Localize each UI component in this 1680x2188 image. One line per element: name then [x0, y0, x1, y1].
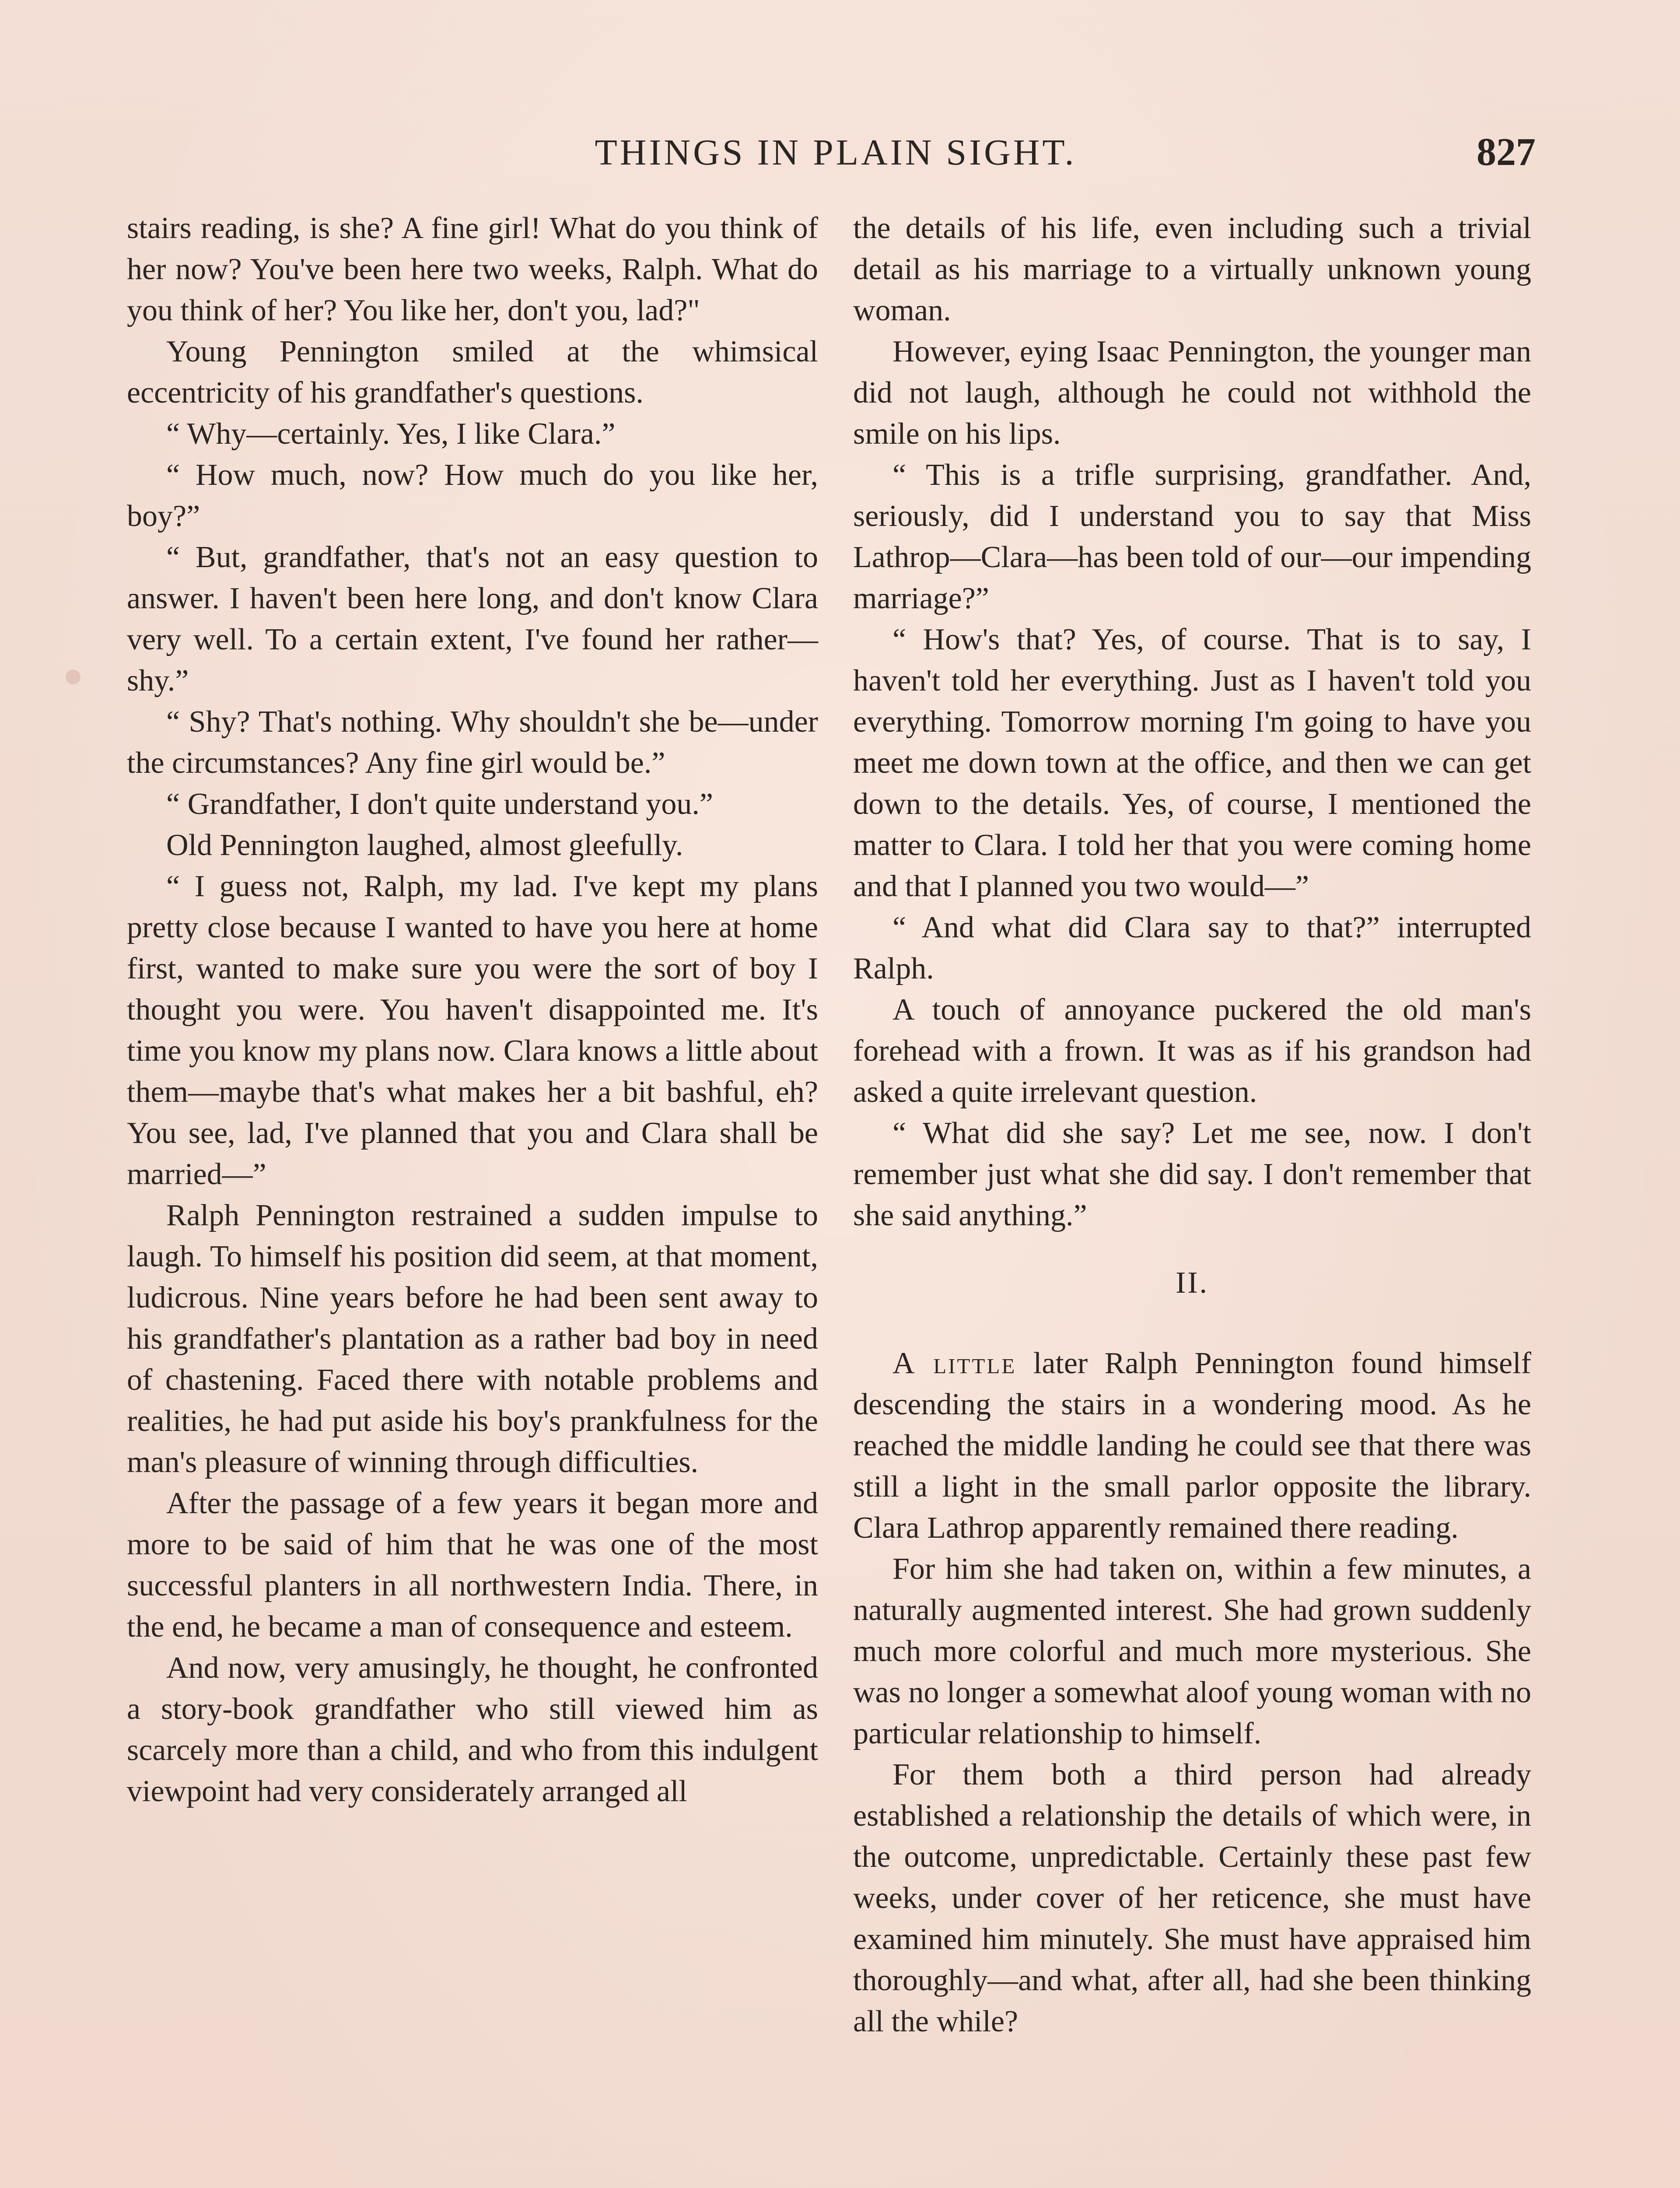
section-lead-text: later Ralph Pennington found himself descending the stairs in a wondering mood. As he reached the middle landing he could see that there was still a light in the small parlor opposite the library. Clara Lathrop apparently remained there reading.: [853, 1346, 1531, 1545]
right-column-top-paragraphs: [853, 208, 1531, 1236]
paragraph: Young Pennington smiled at the whimsical eccentricity of his grandfather's questions.: [127, 335, 818, 410]
paragraph: For him she had taken on, within a few minutes, a naturally augmented interest. She had grown suddenly much more colorful and much more mysterious. She was no longer a somewhat aloof young woman with no particular relationship to himself.: [853, 1552, 1531, 1750]
right-column: [853, 208, 1531, 2042]
paragraph: “ I guess not, Ralph, my lad. I've kept my plans pretty close because I wanted to have you here at home first, wanted to make sure you were the sort of boy I thought you were. You haven't disappointed me. It's time you know my plans now. Clara knows a little about them—maybe that's what makes her a bit bashful, eh? You see, lad, I've planned that you and Clara shall be married—”: [127, 870, 818, 1191]
paragraph: “ And what did Clara say to that?” interrupted Ralph.: [853, 911, 1531, 985]
paragraph: Old Pennington laughed, almost gleefully.: [166, 828, 683, 862]
paragraph: Ralph Pennington restrained a sudden impulse to laugh. To himself his position did seem, at that moment, ludicrous. Nine years before he had been sent away to his grandfather's plantation as a rather bad boy in need of chastening. Faced there with notable problems and realities, he had put aside his boy's prankfulness for the man's pleasure of winning through difficulties.: [127, 1199, 818, 1479]
paragraph: “ But, grandfather, that's not an easy question to answer. I haven't been here long, and don't know Clara very well. To a certain extent, I've found her rather—shy.”: [127, 540, 818, 698]
paragraph: “ What did she say? Let me see, now. I don't remember just what she did say. I don't remember that she said anything.”: [853, 1116, 1531, 1232]
paragraph: “ Grandfather, I don't quite understand you.”: [166, 787, 713, 821]
page-number: 827: [1477, 130, 1536, 174]
section-heading: II.: [1175, 1266, 1209, 1300]
section-lead-small-caps: A little: [892, 1346, 1017, 1380]
paragraph: A touch of annoyance puckered the old man's forehead with a frown. It was as if his grandson had asked a quite irrelevant question.: [853, 993, 1531, 1109]
paragraph: the details of his life, even including such a trivial detail as his marriage to a virtually unknown young woman.: [853, 211, 1531, 327]
paragraph: After the passage of a few years it began more and more to be said of him that he was one of the most successful planters in all northwestern India. There, in the end, he became a man of consequence and esteem.: [127, 1487, 818, 1644]
right-column-bottom-paragraphs: [853, 1549, 1531, 2042]
paragraph: “ Shy? That's nothing. Why shouldn't she be—under the circumstances? Any fine girl would be.”: [127, 705, 818, 780]
left-column: [127, 208, 818, 1812]
paragraph: “ How much, now? How much do you like her, boy?”: [127, 458, 818, 533]
paragraph: However, eying Isaac Pennington, the younger man did not laugh, although he could not withhold the smile on his lips.: [853, 335, 1531, 451]
paragraph: “ Why—certainly. Yes, I like Clara.”: [166, 417, 616, 451]
paragraph: “ How's that? Yes, of course. That is to say, I haven't told her everything. Just as I haven't told you everything. Tomorrow morning I'm going to have you meet me down town at the office, and then we can get down to the details. Yes, of course, I mentioned the matter to Clara. I told her that you were coming home and that I planned you two would—”: [853, 623, 1531, 903]
paper-speck: [66, 670, 80, 684]
paragraph: stairs reading, is she? A fine girl! What do you think of her now? You've been here two weeks, Ralph. What do you think of her? You like her, don't you, lad?": [127, 211, 818, 327]
paragraph: For them both a third person had already established a relationship the details of which were, in the outcome, unpredictable. Certainly these past few weeks, under cover of her reticence, she must have examined him minutely. She must have appraised him thoroughly—and what, after all, had she been thinking all the while?: [853, 1758, 1531, 2038]
running-title: THINGS IN PLAIN SIGHT.: [595, 132, 1077, 173]
section-lead-paragraph: [853, 1343, 1531, 1549]
paragraph: “ This is a trifle surprising, grandfather. And, seriously, did I understand you to say that Miss Lathrop—Clara—has been told of our—our impending marriage?”: [853, 458, 1531, 615]
paragraph: And now, very amusingly, he thought, he confronted a story-book grandfather who still viewed him as scarcely more than a child, and who from this indulgent viewpoint had very considerately arranged all: [127, 1651, 818, 1808]
